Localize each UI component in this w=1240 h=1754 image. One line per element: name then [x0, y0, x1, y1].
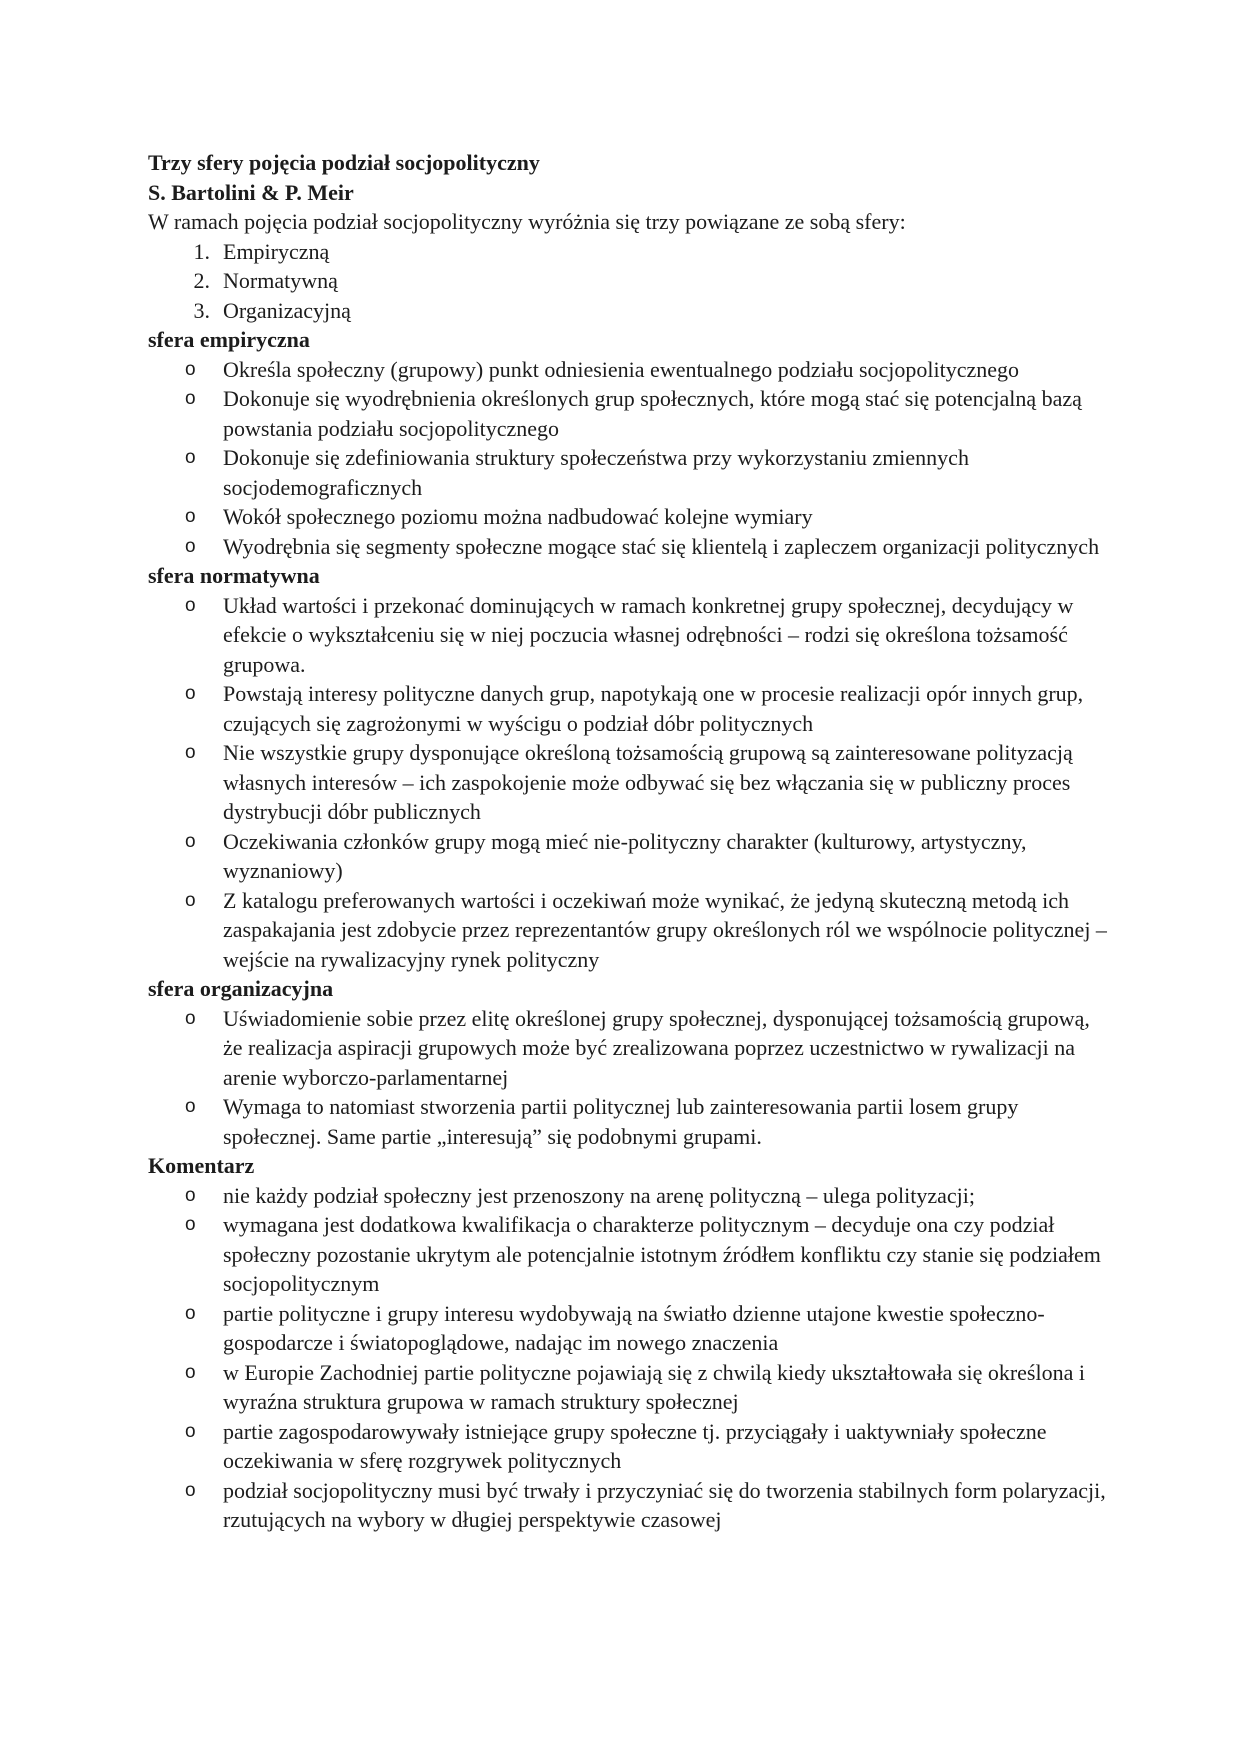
bullet-icon: o [185, 447, 196, 468]
bullet-item-text: Powstają interesy polityczne danych grup, napotykają one w procesie realizacji opór innych grup, czujących się zagrożonymi w wyścigu o podział dóbr politycznych [223, 681, 1084, 736]
bullet-list-item [148, 1210, 1108, 1299]
bullet-item-text: nie każdy podział społeczny jest przenoszony na arenę polityczną – ulega polityzacji; [223, 1182, 975, 1208]
bullet-icon: o [185, 1479, 196, 1501]
bullet-icon: o [185, 830, 196, 852]
bullet-icon: o [185, 594, 196, 616]
bullet-list-item [148, 738, 1108, 827]
bullet-list-item [148, 886, 1108, 975]
bullet-list-item [148, 1004, 1108, 1093]
bullet-icon: o [185, 1420, 196, 1442]
bullet-list-item [148, 827, 1108, 886]
list-number: 1. [193, 238, 210, 264]
bullet-item-text: w Europie Zachodniej partie polityczne pojawiają się z chwilą kiedy ukształtowała się określona i wyraźna struktura grupowa w ramach struktury społecznej [223, 1359, 1085, 1414]
bullet-item-text: Uświadomienie sobie przez elitę określonej grupy społecznej, dysponującej tożsamością grupową, że realizacja aspiracji grupowych może być zrealizowana poprzez uczestnictwo w rywalizacji na arenie wyborczo-parlamentarnej [223, 1005, 1090, 1090]
bullet-icon: o [185, 1096, 196, 1117]
bullet-item-text: Nie wszystkie grupy dysponujące określoną tożsamością grupową są zainteresowane polityzacją własnych interesów – ich zaspokojenie może odbywać się bez włączania się w publiczny proces dystrybucji dóbr publicznych [223, 740, 1073, 824]
bullet-icon: o [185, 506, 196, 527]
bullet-list-item [148, 443, 1108, 502]
bullet-list-item [148, 355, 1108, 385]
bullet-icon: o [185, 388, 196, 409]
bullet-icon: o [185, 683, 196, 704]
bullet-list-item [148, 1181, 1108, 1211]
bullet-icon: o [185, 535, 196, 557]
numbered-list-item [148, 237, 1108, 267]
bullet-icon: o [185, 1361, 196, 1383]
bullet-item-text: Układ wartości i przekonać dominujących w ramach konkretnej grupy społecznej, decydujący w efekcie o wykształceniu się w niej poczucia własnej odrębności – rodzi się określona tożsamość grupowa. [223, 592, 1074, 677]
section-heading: Komentarz [148, 1153, 255, 1178]
list-item-text: Empiryczną [223, 238, 330, 264]
bullet-list-item [148, 1476, 1108, 1535]
bullet-list-item [148, 1417, 1108, 1476]
bullet-list-item [148, 1299, 1108, 1358]
bullet-icon: o [185, 742, 196, 763]
bullet-list [148, 1004, 1108, 1152]
list-item-text: Normatywną [223, 268, 338, 293]
bullet-item-text: podział socjopolityczny musi być trwały i przyczyniać się do tworzenia stabilnych form polaryzacji, rzutujących na wybory w długiej perspektywie czasowej [223, 1477, 1106, 1532]
bullet-list-item [148, 532, 1108, 562]
bullet-item-text: partie zagospodarowywały istniejące grupy społeczne tj. przyciągały i uaktywniały społeczne oczekiwania w sferę rozgrywek politycznych [223, 1418, 1047, 1473]
bullet-item-text: Wymaga to natomiast stworzenia partii politycznej lub zainteresowania partii losem grupy społecznej. Same partie „interesują” się podobnymi grupami. [223, 1094, 1019, 1149]
bullet-item-text: Określa społeczny (grupowy) punkt odniesienia ewentualnego podziału socjopolitycznego [223, 356, 1020, 382]
bullet-item-text: Dokonuje się wyodrębnienia określonych grup społecznych, które mogą stać się potencjalną bazą powstania podziału socjopolitycznego [223, 386, 1082, 441]
bullet-item-text: Z katalogu preferowanych wartości i oczekiwań może wynikać, że jedyną skuteczną metodą ich zaspakajania jest zdobycie przez reprezentantów grupy określonych ról we wspólnocie politycznej – wejście na rywalizacyjny rynek polityczny [223, 887, 1107, 972]
section-heading: sfera organizacyjna [148, 976, 334, 1001]
numbered-list-item [148, 296, 1108, 326]
bullet-icon: o [185, 1184, 196, 1206]
bullet-icon: o [185, 358, 196, 380]
bullet-list-item [148, 384, 1108, 443]
bullet-list [148, 1181, 1108, 1535]
bullet-list-item [148, 502, 1108, 532]
bullet-list [148, 591, 1108, 975]
document-authors: S. Bartolini & P. Meir [148, 179, 354, 205]
list-number: 2. [193, 268, 210, 293]
bullet-list [148, 355, 1108, 562]
bullet-list-item [148, 1092, 1108, 1151]
list-item-text: Organizacyjną [223, 297, 351, 323]
bullet-icon: o [185, 1007, 196, 1029]
numbered-list-item [148, 266, 1108, 296]
bullet-item-text: partie polityczne i grupy interesu wydobywają na światło dzienne utajone kwestie społeczno-gospodarcze i światopoglądowe, nadając im nowego znaczenia [223, 1300, 1045, 1355]
numbered-list [148, 237, 1108, 326]
section-heading: sfera empiryczna [148, 327, 310, 352]
document-page [148, 148, 1108, 1535]
bullet-item-text: Wyodrębnia się segmenty społeczne mogące stać się klientelą i zapleczem organizacji politycznych [223, 533, 1100, 559]
bullet-item-text: Wokół społecznego poziomu można nadbudować kolejne wymiary [223, 504, 813, 529]
document-title: Trzy sfery pojęcia podział socjopolityczny [148, 150, 540, 175]
bullet-item-text: Oczekiwania członków grupy mogą mieć nie-polityczny charakter (kulturowy, artystyczny, wyznaniowy) [223, 828, 1027, 883]
intro-paragraph: W ramach pojęcia podział socjopolityczny wyróżnia się trzy powiązane ze sobą sfery: [148, 209, 906, 234]
bullet-icon: o [185, 889, 196, 911]
bullet-icon: o [185, 1214, 196, 1235]
sections-container [148, 325, 1108, 1535]
section-heading: sfera normatywna [148, 563, 320, 588]
list-number: 3. [193, 297, 210, 323]
bullet-list-item [148, 1358, 1108, 1417]
bullet-list-item [148, 591, 1108, 680]
bullet-list-item [148, 679, 1108, 738]
bullet-icon: o [185, 1302, 196, 1324]
bullet-item-text: wymagana jest dodatkowa kwalifikacja o charakterze politycznym – decyduje ona czy podział społeczny pozostanie ukrytym ale potencjalnie istotnym źródłem konfliktu czy stanie się podziałem socjopolitycznym [223, 1212, 1101, 1296]
bullet-item-text: Dokonuje się zdefiniowania struktury społeczeństwa przy wykorzystaniu zmiennych socjodemograficznych [223, 445, 969, 500]
